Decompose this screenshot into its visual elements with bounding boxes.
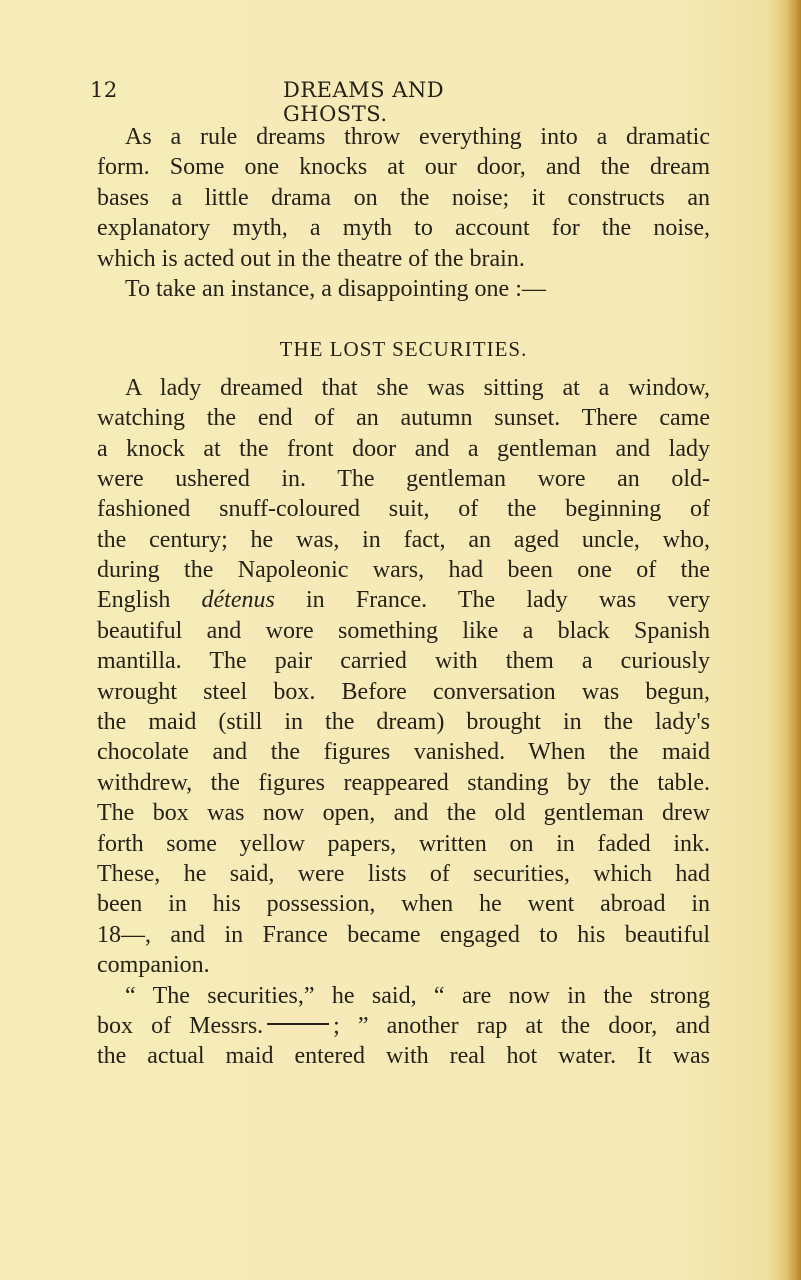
text-line [97,1011,710,1041]
text-segment: box of Messrs. [97,1012,264,1039]
text-line: 18—, and in France became engaged to his beautiful [97,921,710,948]
text-line: the century; he was, in fact, an aged uncle, who, [97,526,710,553]
text-line: which is acted out in the theatre of the brain. [97,245,525,272]
em-dash-rule [267,1023,329,1025]
text-line: during the Napoleonic wars, had been one of the [97,557,710,584]
text-line: a knock at the front door and a gentleman and lady [97,435,710,462]
text-line: To take an instance, a disappointing one :— [125,275,546,302]
text-line: withdrew, the figures reappeared standing by the table. [97,769,710,796]
text-line: explanatory myth, a myth to account for the noise, [97,215,710,242]
text-line: companion. [97,952,210,979]
text-line: The box was now open, and the old gentleman drew [97,800,710,827]
text-line: the maid (still in the dream) brought in the lady's [97,709,710,736]
text-line: A lady dreamed that she was sitting at a window, [125,374,710,401]
text-line: “ The securities,” he said, “ are now in the strong [125,982,710,1009]
text-line: As a rule dreams throw everything into a dramatic [125,124,710,150]
text-line: These, he said, were lists of securities, which had [97,860,710,887]
text-line: were ushered in. The gentleman wore an old- [97,465,710,492]
page-edge [787,0,801,1280]
text-line: bases a little drama on the noise; it constructs an [97,184,710,211]
running-title: DREAMS AND GHOSTS. [283,78,445,126]
text-line: forth some yellow papers, written on in faded ink. [97,830,710,857]
text-line: chocolate and the figures vanished. When the maid [97,739,710,766]
text-line: beautiful and wore something like a black Spanish [97,617,710,644]
text-segment: in France. The lady was very [274,587,710,614]
text-line: watching the end of an autumn sunset. There came [97,405,710,432]
text-line: wrought steel box. Before conversation was begun, [97,678,710,705]
section-heading: THE LOST SECURITIES. [279,337,528,362]
text-line: been in his possession, when he went abroad in [97,891,710,918]
text-segment: ; ” another rap at the door, and [333,1012,710,1039]
running-head [90,78,530,126]
text-line: mantilla. The pair carried with them a curiously [97,648,710,675]
body-text [97,122,710,1072]
text-line: the actual maid entered with real hot water. It was [97,1043,710,1070]
text-line: fashioned snuff-coloured suit, of the beginning of [97,496,710,523]
text-segment: English [97,587,202,614]
text-line: form. Some one knocks at our door, and the dream [97,154,710,181]
text-line [97,585,710,615]
page-number: 12 [90,78,118,102]
italic-word: détenus [201,587,275,614]
